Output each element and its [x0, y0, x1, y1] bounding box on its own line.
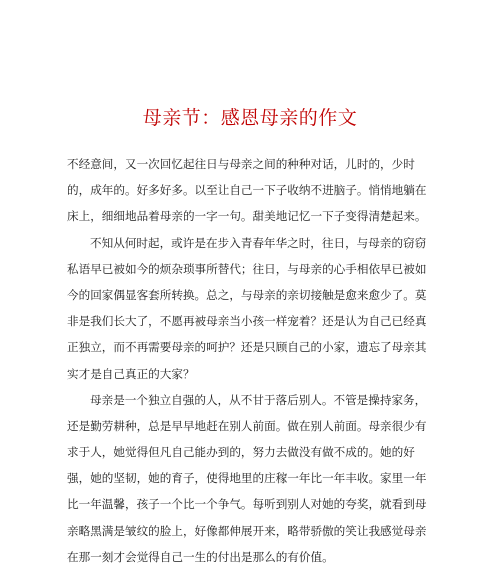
- paragraph-line: 求于人，她觉得但凡自己能办到的，努力去做没有做不成的。她的好: [67, 445, 415, 460]
- paragraph-line: 床上，细细地品着母亲的一字一句。甜美地记忆一下子变得清楚起来。: [67, 209, 427, 224]
- paragraph-line: 亲略黑满是皱纹的脸上，好像都伸展开来，略带骄傲的笑让我感觉母亲: [67, 523, 427, 538]
- paragraph-line: 不知从何时起，或许是在步入青春年华之时，往日，与母亲的窃窃: [90, 235, 427, 250]
- paragraph-2: [67, 230, 441, 387]
- paragraph-line: 还是勤劳耕种，总是早早地赶在别人前面。做在别人前面。母亲很少有: [67, 418, 427, 433]
- paragraph-line: 私语早已被如今的烦杂琐事所替代；往日，与母亲的心手相依早已被如: [67, 261, 427, 276]
- paragraph-line: 在那一刻才会觉得自己一生的付出是那么的有价值。: [67, 549, 334, 564]
- paragraph-line: 正独立，而不再需要母亲的呵护？还是只顾自己的小家，遗忘了母亲其: [67, 340, 427, 355]
- paragraph-line: 的，成年的。好多好多。以至让自己一下子收纳不进脑子。悄悄地躺在: [67, 183, 427, 198]
- paragraph-line: 不经意间，又一次回忆起往日与母亲之间的种种对话，儿时的，少时: [67, 157, 415, 171]
- document-title: 母亲节：感恩母亲的作文: [142, 107, 358, 129]
- paragraph-line: 比一年温馨，孩子一个比一个争气。每听到别人对她的夸奖，就看到母: [67, 497, 427, 512]
- paragraph-line: 非是我们长大了，不愿再被母亲当小孩一样宠着？还是认为自己已经真: [67, 314, 427, 329]
- paragraph-line: 强，她的坚韧，她的育子，使得地里的庄稼一年比一年丰收。家里一年: [67, 471, 427, 486]
- paragraph-line: 今的回家偶显客套所转换。总之，与母亲的亲切接触是愈来愈少了。莫: [67, 287, 427, 302]
- paragraph-line: 实才是自己真正的大家？: [67, 366, 195, 381]
- paragraph-line: 母亲是一个独立自强的人，从不甘于落后别人。不管是操持家务，: [90, 392, 427, 407]
- paragraph-3: [67, 387, 441, 570]
- paragraph-1: [67, 151, 441, 230]
- document-body: [67, 151, 441, 570]
